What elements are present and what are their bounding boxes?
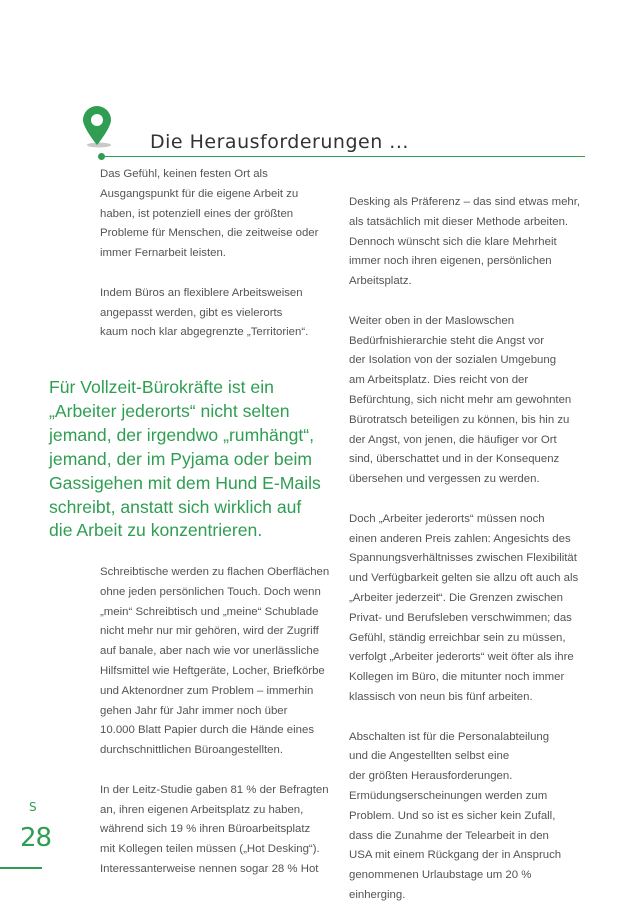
pull-quote: Für Vollzeit-Bürokräfte ist ein „Arbeiter jederorts“ nicht selten jemand, der irgendwo „rumhängt“, jemand, der im Pyjama oder beim Gassigehen mit dem Hund E-Mails schreibt, anstatt sich wirklich auf die Arbeit zu konzentrieren. bbox=[49, 377, 321, 541]
paragraph: Doch „Arbeiter jederorts“ müssen noch einen anderen Preis zahlen: Angesichts des Spannungsverhältnisses zwischen Flexibilität und Verfügbarkeit gelten sie allzu oft auch als „Arbeiter jederzeit“. Die Grenzen zwischen Privat- und Berufsleben verschwimmen; das Gefühl, ständig erreichbar sein zu müssen, verfolgt „Arbeiter jederorts“ weit öfter als ihre Kollegen im Büro, die mitunter noch immer klassisch von neun bis fünf arbeiten. bbox=[349, 512, 579, 703]
page-number-rule bbox=[0, 867, 42, 869]
left-column-bottom bbox=[100, 563, 345, 880]
right-column bbox=[349, 193, 594, 906]
location-pin-icon bbox=[80, 104, 114, 150]
paragraph: Desking als Präferenz – das sind etwas mehr, als tatsächlich mit dieser Methode arbeiten. Dennoch wünscht sich die klare Mehrheit immer noch ihren eigenen, persönlichen Arbeitsplatz. bbox=[349, 196, 581, 288]
paragraph: Das Gefühl, keinen festen Ort als Ausgangspunkt für die eigene Arbeit zu haben, ist potenziell eines der größten Probleme für Menschen, die zeitweise oder immer Fernarbeit leisten. bbox=[100, 168, 319, 260]
paragraph: Weiter oben in der Maslowschen Bedürfnishierarchie steht die Angst vor der Isolation von der sozialen Umgebung am Arbeitsplatz. Dies reicht von der Befürchtung, sich nicht mehr am gewohnten Bürotratsch beteiligen zu können, bis hin zu der Angst, von jenen, die häufiger vor Ort sind, überschattet und in der Konsequenz übersehen und vergessen zu werden. bbox=[349, 314, 572, 486]
page-prefix: S bbox=[29, 800, 37, 814]
page-title: Die Herausforderungen ... bbox=[150, 131, 409, 153]
paragraph: Indem Büros an flexiblere Arbeitsweisen angepasst werden, gibt es vielerorts kaum noch klar abgegrenzte „Territorien“. bbox=[100, 286, 309, 339]
heading-rule bbox=[101, 156, 585, 157]
paragraph: Schreibtische werden zu flachen Oberflächen ohne jeden persönlichen Touch. Doch wenn „mein“ Schreibtisch und „meine“ Schublade nicht mehr nur mir gehören, wird der Zugriff auf banale, aber nach wie vor unerlässliche Hilfsmittel wie Heftgeräte, Locher, Briefkörbe und Aktenordner zum Problem – immerhin gehen Jahr für Jahr immer noch über 10.000 Blatt Papier durch die Hände eines durchschnittlichen Büroangestellten. bbox=[100, 566, 330, 757]
left-column-top bbox=[100, 165, 340, 343]
paragraph: Abschalten ist für die Personalabteilung und die Angestellten selbst eine der größten Herausforderungen. Ermüdungserscheinungen werden zum Problem. Und so ist es sicher kein Zufall, dass die Zunahme der Telearbeit in den USA mit einem Rückgang der in Anspruch genommenen Urlaubstage um 20 % einherging. bbox=[349, 730, 562, 901]
paragraph: In der Leitz-Studie gaben 81 % der Befragten an, ihren eigenen Arbeitsplatz zu haben, während sich 19 % ihren Büroarbeitsplatz mit Kollegen teilen müssen („Hot Desking“). Interessanterweise nennen sogar 28 % Hot bbox=[100, 783, 329, 875]
page-number: 28 bbox=[20, 823, 52, 853]
